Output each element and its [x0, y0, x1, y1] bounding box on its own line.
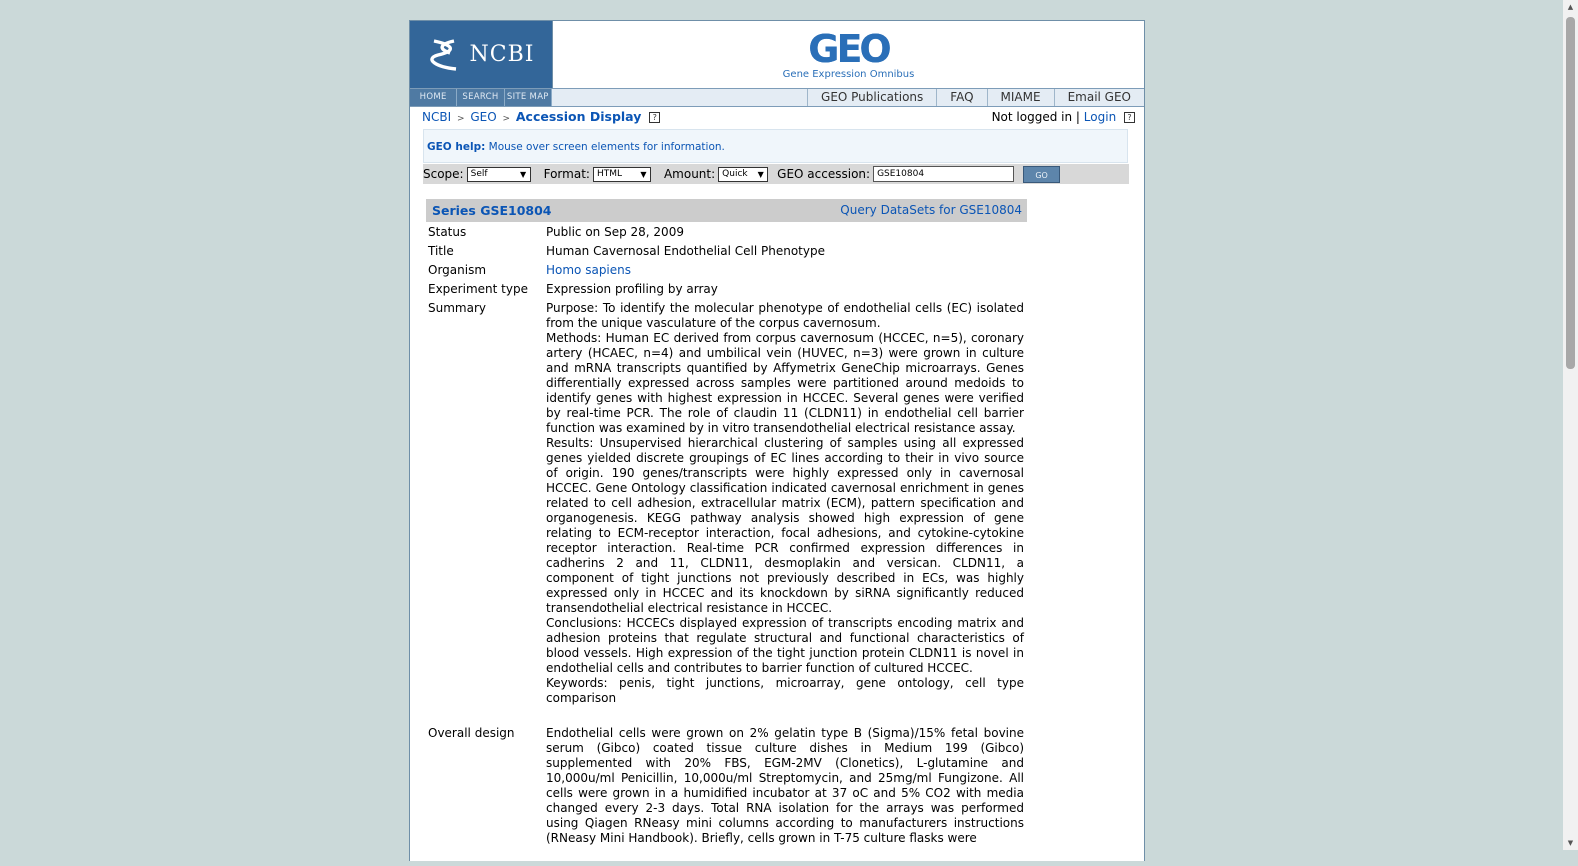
summary-row: [428, 301, 1026, 705]
scroll-down-arrow-icon[interactable]: ▼: [1567, 839, 1574, 847]
format-select-value: HTML: [596, 169, 622, 179]
accession-query-bar: [423, 164, 1129, 184]
amount-select-value: Quick: [722, 169, 748, 179]
status-label: Status: [428, 225, 467, 239]
ncbi-nav: [410, 89, 552, 106]
series-header: [426, 199, 1027, 222]
summary-results: Results: Unsupervised hierarchical clustering of samples using all expressed genes yielded discrete groupings of EC lines according to their in vivo source of origin. 190 genes/transcripts were highly expressed only in cavernosal HCCEC. Gene Ontology classification indicated cavernosal enrichment in genes related to cell adhesion, extracellular matrix (ECM), pattern specification and organogenesis. KEGG pathway analysis showed high expression of gene relating to ECM-receptor interaction, focal adhesions, and cytokine-cytokine receptor interaction. Real-time PCR confirmed expression differences in cadherins 2 and 11, CLDN11, desmoplakin and versican. CLDN11, a component of tight junctions not previously described in ECs, was highly expressed only in HCCEC and its knockdown by siRNA significantly reduced transendothelial electrical resistance in HCCEC.: [546, 436, 1024, 615]
summary-purpose: Purpose: To identify the molecular phenotype of endothelial cells (EC) isolated from the unique vasculature of the corpus cavernosum.: [546, 301, 1024, 330]
geo-logo[interactable]: [553, 21, 1144, 88]
geo-nav: [807, 89, 1144, 106]
format-select[interactable]: [593, 167, 651, 182]
overall-design-text: Endothelial cells were grown on 2% gelatin type B (Sigma)/15% fetal bovine serum (Gibco) coated tissue culture dishes in Medium 199 (Gibco) supplemented with 20% FBS, EGM-2MV (Clonetics), L-glutamine and 10,000u/ml Penicillin, 10,000u/ml Streptomycin, and 25mg/ml Fungizone. All cells were grown in a humidified incubator at 37 oC and 5% CO2 with media changed every 2-3 days. Total RNA isolation for the arrays was performed using Qiagen RNeasy mini columns according to manufacturers instructions (RNeasy Mini Handbook). Briefly, cells grown in T-75 culture flasks were: [546, 726, 1024, 845]
nav-home-link[interactable]: HOME: [410, 89, 457, 106]
login-link[interactable]: Login: [1083, 110, 1117, 124]
geo-help-text: Mouse over screen elements for information.: [488, 141, 725, 153]
amount-select[interactable]: [718, 167, 768, 182]
login-status: Not logged in: [991, 110, 1073, 124]
scope-select[interactable]: [467, 167, 531, 182]
geo-logo-word: GEO: [808, 27, 889, 71]
scope-select-value: Self: [470, 169, 488, 179]
chevron-down-icon: ▼: [640, 169, 647, 179]
nav-faq-link[interactable]: FAQ: [936, 89, 986, 106]
experiment-type-value: Expression profiling by array: [546, 282, 718, 296]
breadcrumb-current: Accession Display: [515, 109, 642, 124]
query-datasets-link[interactable]: Query DataSets for GSE10804: [840, 203, 1022, 217]
geo-logo-subtitle: Gene Expression Omnibus: [782, 69, 915, 80]
go-button[interactable]: GO: [1023, 166, 1060, 183]
organism-row: [428, 263, 1026, 278]
login-area: [992, 109, 1135, 125]
accession-label: GEO accession:: [777, 167, 871, 181]
experiment-type-row: [428, 282, 1026, 297]
page-scrollbar[interactable]: [1563, 0, 1578, 850]
scope-label: Scope:: [423, 167, 464, 181]
overall-design-label: Overall design: [428, 726, 515, 740]
format-label: Format:: [543, 167, 590, 181]
login-divider: |: [1075, 110, 1080, 124]
title-label: Title: [428, 244, 454, 258]
amount-label: Amount:: [663, 167, 716, 181]
summary-conclusions: Conclusions: HCCECs displayed expression of transcripts encoding matrix and adhesion proteins that regulate structural and functional characteristics of blood vessels. High expression of the tight junction protein CLDN11 is novel in endothelial cells and contributes to barrier function of cultured HCCEC.: [546, 616, 1024, 675]
summary-text: [546, 301, 1024, 706]
nav-search-link[interactable]: SEARCH: [457, 89, 504, 106]
scrollbar-thumb[interactable]: [1566, 17, 1575, 369]
organism-link[interactable]: Homo sapiens: [546, 263, 632, 277]
chevron-down-icon: ▼: [757, 169, 764, 179]
accession-input[interactable]: GSE10804: [873, 166, 1014, 182]
series-title: Series GSE10804: [432, 203, 552, 218]
geo-help-box: [423, 129, 1128, 163]
ncbi-logo-text: NCBI: [469, 42, 535, 67]
breadcrumb: [422, 109, 660, 127]
title-row: [428, 244, 1026, 259]
page-frame: [409, 20, 1145, 861]
breadcrumb-separator: >: [456, 114, 465, 124]
help-question-icon[interactable]: ?: [649, 112, 660, 123]
summary-methods: Methods: Human EC derived from corpus cavernosum (HCCEC, n=5), coronary artery (HCAEC, n=4) and umbilical vein (HUVEC, n=3) were grown in culture and mRNA transcripts quantified by Affymetrix GeneChip microarrays. Genes differentially expressed across samples were partitioned around medoids to identify genes with highest expression in HCCEC. Several genes were verified by real-time PCR. The role of claudin 11 (CLDN11) in endothelial cell barrier function was examined by in vitro transendothelial electrical resistance assay.: [546, 331, 1024, 435]
ncbi-logo[interactable]: [410, 21, 553, 88]
title-value: Human Cavernosal Endothelial Cell Phenotype: [546, 244, 825, 258]
status-value: Public on Sep 28, 2009: [546, 225, 684, 239]
breadcrumb-ncbi-link[interactable]: NCBI: [422, 110, 452, 124]
scroll-up-arrow-icon[interactable]: ▲: [1567, 3, 1574, 11]
nav-email-geo-link[interactable]: Email GEO: [1054, 89, 1144, 106]
overall-design-row: [428, 726, 1026, 866]
summary-keywords: Keywords: penis, tight junctions, microarray, gene ontology, cell type comparison: [546, 676, 1024, 705]
breadcrumb-separator: >: [502, 114, 511, 124]
summary-label: Summary: [428, 301, 486, 315]
top-nav-bar: [410, 88, 1144, 107]
breadcrumb-geo-link[interactable]: GEO: [470, 110, 497, 124]
nav-site-map-link[interactable]: SITE MAP: [505, 89, 552, 106]
geo-help-label: GEO help:: [427, 141, 486, 153]
experiment-type-label: Experiment type: [428, 282, 528, 296]
login-help-question-icon[interactable]: ?: [1124, 112, 1135, 123]
chevron-down-icon: ▼: [520, 169, 527, 179]
nav-miame-link[interactable]: MIAME: [987, 89, 1054, 106]
organism-label: Organism: [428, 263, 487, 277]
nav-geo-publications-link[interactable]: GEO Publications: [807, 89, 936, 106]
status-row: [428, 225, 1026, 240]
dna-helix-icon: [428, 37, 462, 73]
